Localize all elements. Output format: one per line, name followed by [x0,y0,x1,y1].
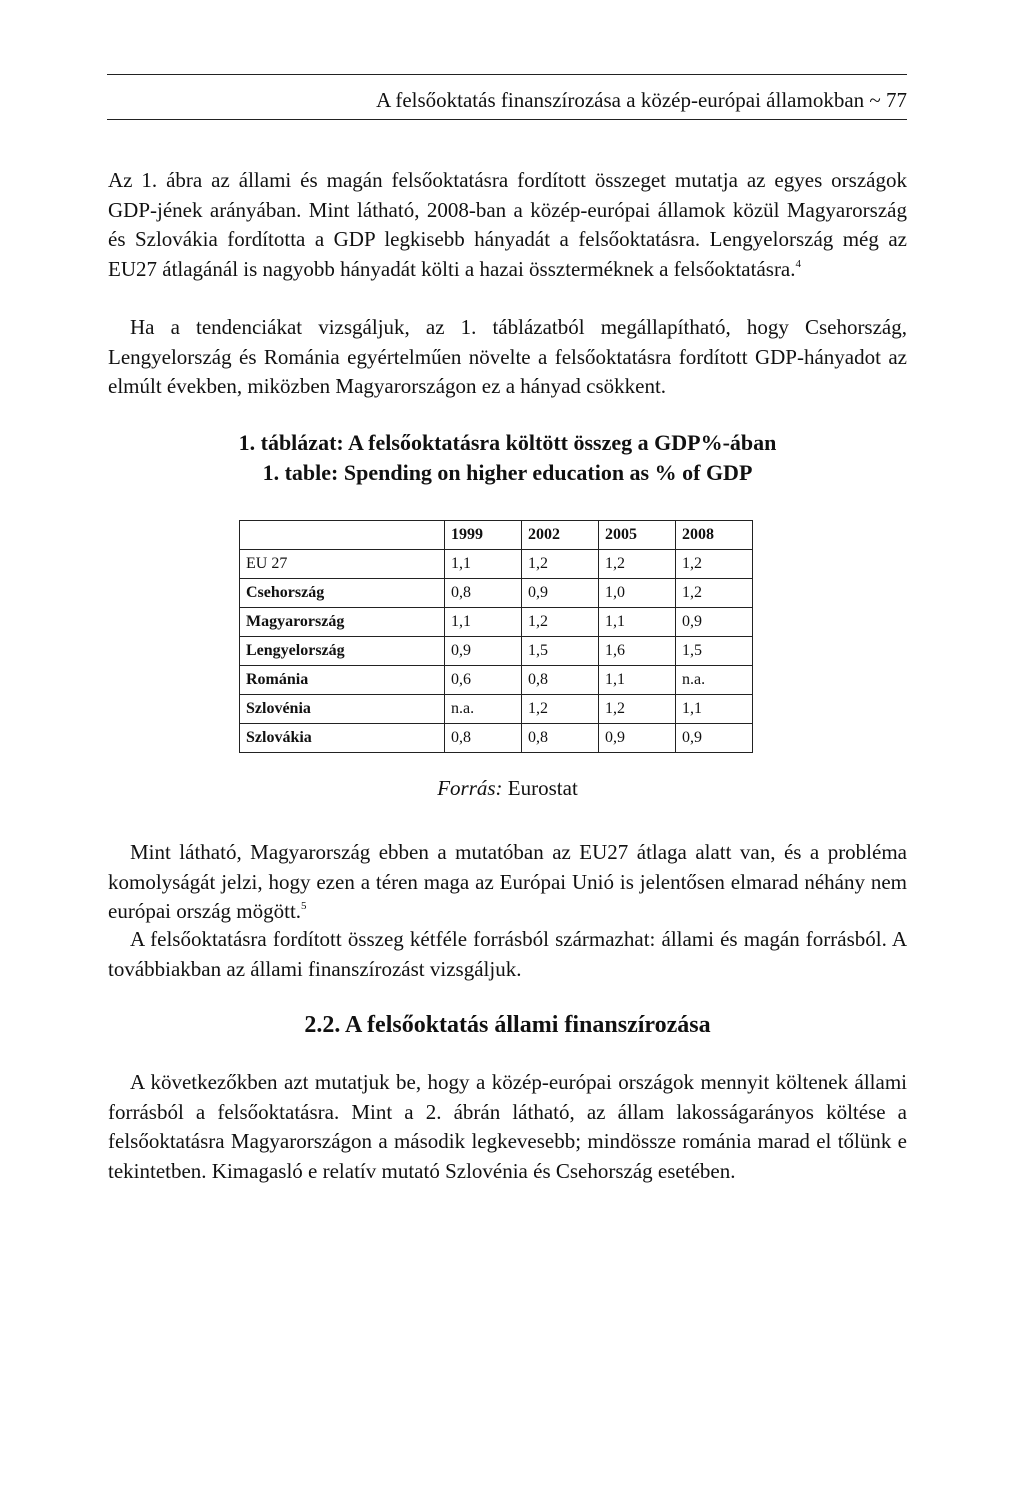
table-cell: 1,0 [599,579,676,608]
gdp-spending-table [239,520,753,753]
footnote-ref-5: 5 [301,900,307,912]
country-name: Szlovénia [240,695,445,724]
year-header: 2002 [522,521,599,550]
table-cell: n.a. [445,695,522,724]
after-table-paragraph-1 [108,838,907,927]
table-cell: 0,9 [676,724,753,753]
after-table-paragraph-2: A felsőoktatásra fordított összeg kétféle forrásból származhat: állami és magán forrásból. A továbbiakban az állami finanszírozást vizsgáljuk. [108,927,907,981]
intro-paragraph-1 [108,166,907,284]
table-cell: 1,2 [522,550,599,579]
table-cell: 1,5 [522,637,599,666]
year-header: 2005 [599,521,676,550]
table-cell: 0,9 [676,608,753,637]
table-row [240,666,753,695]
footnote-ref-4: 4 [795,257,802,270]
table-row [240,724,753,753]
intro-paragraph-1-text: Az 1. ábra az állami és magán felsőoktatásra fordított összeget mutatja az egyes országok GDP-jének arányában. Mint látható, 2008-ban a közép-európai államok közül Magyarország és Szlovákia fordította a GDP legkisebb hányadát a felsőoktatásra. Lengyelország még az EU27 átlagánál is nagyobb hányadát költi a hazai összterméknek a felsőoktatásra. [108,168,907,281]
table-corner-cell [240,521,445,550]
running-header [107,74,907,120]
table-cell: 1,6 [599,637,676,666]
country-name: Románia [240,666,445,695]
table-row [240,637,753,666]
running-header-title: A felsőoktatás finanszírozása a közép-európai államokban ~ 77 [376,88,907,112]
table-row [240,550,753,579]
table-cell: n.a. [676,666,753,695]
country-name: Szlovákia [240,724,445,753]
table-cell: 1,1 [445,550,522,579]
table-cell: 0,6 [445,666,522,695]
table-cell: 0,9 [445,637,522,666]
table-cell: 1,1 [445,608,522,637]
table-row [240,579,753,608]
section-paragraph-1: A következőkben azt mutatjuk be, hogy a közép-európai országok mennyit költenek állami forrásból a felsőoktatásra. Mint a 2. ábrán látható, az állam lakosságarányos költése a felsőoktatásra Magyarországon a második legkevesebb; mindössze románia marad el tőlünk e tekintetben. Kimagasló e relatív mutató Szlovénia és Csehország esetében. [108,1070,907,1183]
table-cell: 1,1 [599,666,676,695]
table-source [108,776,907,801]
table-cell: 0,8 [445,579,522,608]
after-table-paragraph-1-text: Mint látható, Magyarország ebben a mutatóban az EU27 átlaga alatt van, és a probléma komolyságát jelzi, hogy ezen a téren maga az Európai Unió is jelentősen elmarad néhány nem európai ország mögött. [108,840,907,923]
table-cell: 1,2 [599,550,676,579]
country-name: Magyarország [240,608,445,637]
year-header: 1999 [445,521,522,550]
table-cell: 1,2 [676,550,753,579]
table-cell: 1,2 [522,608,599,637]
year-header: 2008 [676,521,753,550]
country-name: Csehország [240,579,445,608]
table-cell: 1,1 [599,608,676,637]
table-cell: 0,8 [522,666,599,695]
intro-paragraph-2: Ha a tendenciákat vizsgáljuk, az 1. táblázatból megállapítható, hogy Csehország, Lengyelország és Románia egyértelműen növelte a felsőoktatásra fordított GDP-hányadot az elmúlt években, miközben Magyarországon ez a hányad csökkent. [108,315,907,398]
table-cell: 1,2 [676,579,753,608]
table-caption-english: 1. table: Spending on higher education as % of GDP [262,460,753,485]
table-caption-hungarian: 1. táblázat: A felsőoktatásra költött összeg a GDP%-ában [238,430,777,455]
table-cell: 1,2 [522,695,599,724]
table-cell: 0,9 [522,579,599,608]
table-cell: 1,1 [676,695,753,724]
source-label: Forrás: [437,776,503,800]
source-value: Eurostat [507,776,578,800]
section-heading: 2.2. A felsőoktatás állami finanszírozása [304,1012,711,1038]
table-cell: 1,2 [599,695,676,724]
table-cell: 0,8 [445,724,522,753]
table-row [240,608,753,637]
table-row [240,695,753,724]
country-name: Lengyelország [240,637,445,666]
table-cell: 1,5 [676,637,753,666]
table-cell: 0,8 [522,724,599,753]
country-name: EU 27 [240,550,445,579]
table-header-row [240,521,753,550]
table-cell: 0,9 [599,724,676,753]
